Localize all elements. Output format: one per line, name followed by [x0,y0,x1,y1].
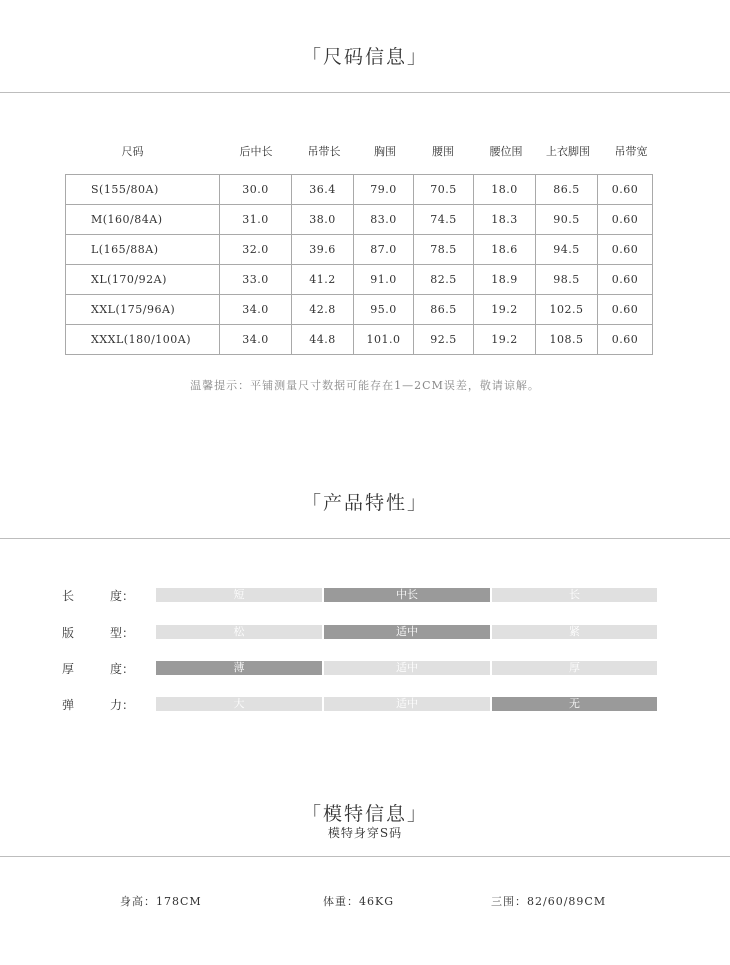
feature-label-char: 版 [62,626,75,640]
feature-option: 松 [156,625,322,639]
size-value-cell: 101.0 [354,325,414,355]
model-height: 身高：178CM [120,895,202,908]
size-label-cell: S(155/80A) [66,175,220,205]
size-value-cell: 19.2 [474,295,536,325]
size-value-cell: 18.0 [474,175,536,205]
model-section-divider [0,856,730,857]
size-label-cell: M(160/84A) [66,205,220,235]
size-value-cell: 34.0 [220,325,292,355]
size-value-cell: 0.60 [598,295,653,325]
size-row [66,175,653,205]
size-value-cell: 18.6 [474,235,536,265]
size-value-cell: 86.5 [414,295,474,325]
size-value-cell: 94.5 [536,235,598,265]
feature-label-char: 长 [62,589,75,603]
size-table-header [65,143,657,163]
size-value-cell: 102.5 [536,295,598,325]
size-value-cell: 34.0 [220,295,292,325]
size-value-cell: 74.5 [414,205,474,235]
size-label-cell: XXL(175/96A) [66,295,220,325]
feature-row [0,660,730,676]
size-value-cell: 87.0 [354,235,414,265]
header-waist: 腰围 [432,145,454,158]
size-value-cell: 91.0 [354,265,414,295]
size-value-cell: 78.5 [414,235,474,265]
feature-option: 短 [156,588,322,602]
size-section-divider [0,92,730,93]
feature-option: 紧 [492,625,657,639]
model-weight: 体重：46KG [323,895,395,908]
size-row [66,295,653,325]
size-value-cell: 33.0 [220,265,292,295]
feature-row [0,587,730,603]
measurement-note: 温馨提示：平铺测量尺寸数据可能存在1—2CM误差，敬请谅解。 [190,379,540,392]
feature-label-char: 度： [110,589,135,603]
model-section-title: 「模特信息」 [301,803,428,825]
size-value-cell: 38.0 [292,205,354,235]
size-label-cell: XXXL(180/100A) [66,325,220,355]
size-value-cell: 82.5 [414,265,474,295]
size-value-cell: 0.60 [598,325,653,355]
size-label-cell: XL(170/92A) [66,265,220,295]
feature-label-char: 力： [110,698,135,712]
size-value-cell: 79.0 [354,175,414,205]
feature-section-title: 「产品特性」 [301,492,428,514]
header-back-length: 后中长 [239,145,273,158]
size-row [66,205,653,235]
size-value-cell: 92.5 [414,325,474,355]
feature-label-char: 弹 [62,698,75,712]
feature-option: 长 [492,588,657,602]
feature-label-char: 厚 [62,662,75,676]
feature-label-char: 型： [110,626,135,640]
feature-option-selected: 薄 [156,661,322,675]
header-strap-length: 吊带长 [307,145,341,158]
size-value-cell: 70.5 [414,175,474,205]
size-value-cell: 41.2 [292,265,354,295]
size-row [66,265,653,295]
size-value-cell: 19.2 [474,325,536,355]
size-value-cell: 18.3 [474,205,536,235]
size-row [66,325,653,355]
header-waistline: 腰位围 [489,145,523,158]
size-row [66,235,653,265]
feature-option: 厚 [492,661,657,675]
size-value-cell: 42.8 [292,295,354,325]
size-value-cell: 83.0 [354,205,414,235]
size-table [65,174,653,355]
size-value-cell: 32.0 [220,235,292,265]
model-section-subtitle: 模特身穿S码 [327,826,403,840]
size-value-cell: 90.5 [536,205,598,235]
size-value-cell: 0.60 [598,205,653,235]
size-value-cell: 44.8 [292,325,354,355]
size-label-cell: L(165/88A) [66,235,220,265]
size-value-cell: 108.5 [536,325,598,355]
feature-row [0,696,730,712]
size-value-cell: 39.6 [292,235,354,265]
feature-option-selected: 中长 [324,588,490,602]
size-value-cell: 98.5 [536,265,598,295]
feature-option: 大 [156,697,322,711]
header-strap-width: 吊带宽 [614,145,648,158]
size-value-cell: 86.5 [536,175,598,205]
header-hem: 上衣脚围 [546,145,590,158]
feature-row [0,624,730,640]
size-value-cell: 0.60 [598,265,653,295]
size-value-cell: 31.0 [220,205,292,235]
size-section-title: 「尺码信息」 [301,46,428,68]
size-value-cell: 18.9 [474,265,536,295]
feature-option: 适中 [324,661,490,675]
header-bust: 胸围 [374,145,396,158]
feature-option-selected: 无 [492,697,657,711]
size-value-cell: 30.0 [220,175,292,205]
feature-section-divider [0,538,730,539]
size-value-cell: 95.0 [354,295,414,325]
size-value-cell: 0.60 [598,175,653,205]
size-value-cell: 36.4 [292,175,354,205]
feature-option-selected: 适中 [324,625,490,639]
header-size: 尺码 [121,145,144,158]
model-measurements: 三围：82/60/89CM [491,895,607,908]
feature-option: 适中 [324,697,490,711]
size-value-cell: 0.60 [598,235,653,265]
feature-label-char: 度： [110,662,135,676]
